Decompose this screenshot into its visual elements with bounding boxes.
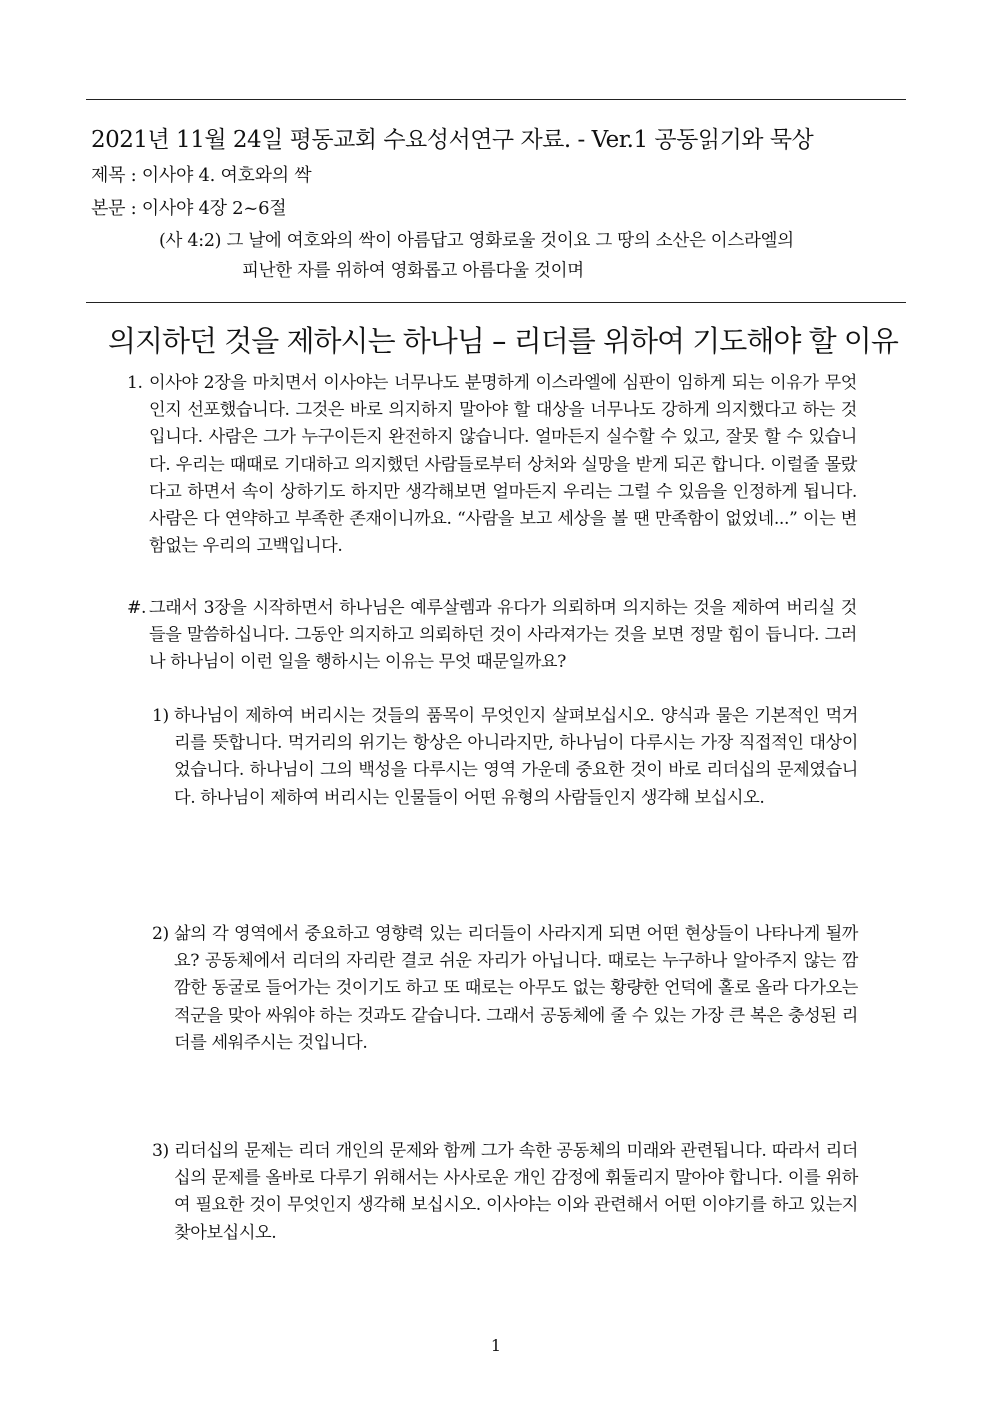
page-number: 1 [490,1336,502,1355]
verse-line-1: (사 4:2) 그 날에 여호와의 싹이 아름답고 영화로울 것이요 그 땅의 소산은 이스라엘의 [159,231,794,251]
document-header [91,122,906,224]
top-divider [86,99,906,100]
question-number: 2) [152,924,169,944]
question-1 [152,703,858,812]
paragraph-number: #. [127,598,147,618]
question-3 [152,1138,858,1247]
document-title: 2021년 11월 24일 평동교회 수요성서연구 자료. - Ver.1 공동읽기와 묵상 [91,127,814,153]
question-number: 1) [152,706,169,726]
question-2 [152,921,858,1057]
verse-line-2: 피난한 자를 위하여 영화롭고 아름다울 것이며 [242,261,584,281]
question-text: 삶의 각 영역에서 중요하고 영향력 있는 리더들이 사라지게 되면 어떤 현상들이 나타나게 될까요? 공동체에서 리더의 자리란 결코 쉬운 자리가 아닙니다. 때로는 누구하나 알아주지 않는 깜깜한 동굴로 들어가는 것이기도 하고 또 때로는 아무도 없는 황량한 언덕에 홀로 올라 다가오는 적군을 맞아 싸워야 하는 것과도 같습니다. 그래서 공동체에 줄 수 있는 가장 큰 복은 충성된 리더를 세워주시는 것입니다. [174,924,858,1053]
section-heading: 의지하던 것을 제하시는 하나님 – 리더를 위하여 기도해야 할 이유 [108,324,898,358]
verse-quote [159,226,859,286]
question-number: 3) [152,1141,169,1161]
section-divider [86,302,906,303]
question-text: 리더십의 문제는 리더 개인의 문제와 함께 그가 속한 공동체의 미래와 관련됩니다. 따라서 리더십의 문제를 올바로 다루기 위해서는 사사로운 개인 감정에 휘둘리지 말아야 합니다. 이를 위하여 필요한 것이 무엇인지 생각해 보십시오. 이사야는 이와 관련해서 어떤 이야기를 하고 있는지 찾아보십시오. [174,1141,858,1243]
passage-line: 본문 : 이사야 4장 2~6절 [91,198,287,219]
question-text: 하나님이 제하여 버리시는 것들의 품목이 무엇인지 살펴보십시오. 양식과 물은 기본적인 먹거리를 뜻합니다. 먹거리의 위기는 항상은 아니라지만, 하나님이 다루시는 가장 직접적인 대상이었습니다. 하나님이 그의 백성을 다루시는 영역 가운데 중요한 것이 바로 리더십의 문제였습니다. 하나님이 제하여 버리시는 인물들이 어떤 유형의 사람들인지 생각해 보십시오. [174,706,858,808]
paragraph-number: 1. [127,373,143,393]
paragraph-text: 이사야 2장을 마치면서 이사야는 너무나도 분명하게 이스라엘에 심판이 임하게 되는 이유가 무엇인지 선포했습니다. 그것은 바로 의지하지 말아야 할 대상을 너무나도 강하게 의지했다고 하는 것입니다. 사람은 그가 누구이든지 완전하지 않습니다. 얼마든지 실수할 수 있고, 잘못 할 수 있습니다. 우리는 때때로 기대하고 의지했던 사람들로부터 상처와 실망을 받게 되곤 합니다. 이럴줄 몰랐다고 하면서 속이 상하기도 하지만 생각해보면 얼마든지 우리는 그럴 수 있음을 인정하게 됩니다. 사람은 다 연약하고 부족한 존재이니까요. “사람을 보고 세상을 볼 땐 만족함이 없었네...” 이는 변함없는 우리의 고백입니다. [149,373,857,557]
subject-line: 제목 : 이사야 4. 여호와의 싹 [91,165,312,186]
paragraph-text: 그래서 3장을 시작하면서 하나님은 예루살렘과 유다가 의뢰하며 의지하는 것을 제하여 버리실 것들을 말씀하십니다. 그동안 의지하고 의뢰하던 것이 사라져가는 것을 보면 정말 힘이 듭니다. 그러나 하나님이 이런 일을 행하시는 이유는 무엇 때문일까요? [149,598,857,673]
paragraph-1 [127,370,857,560]
paragraph-hash [127,595,857,677]
